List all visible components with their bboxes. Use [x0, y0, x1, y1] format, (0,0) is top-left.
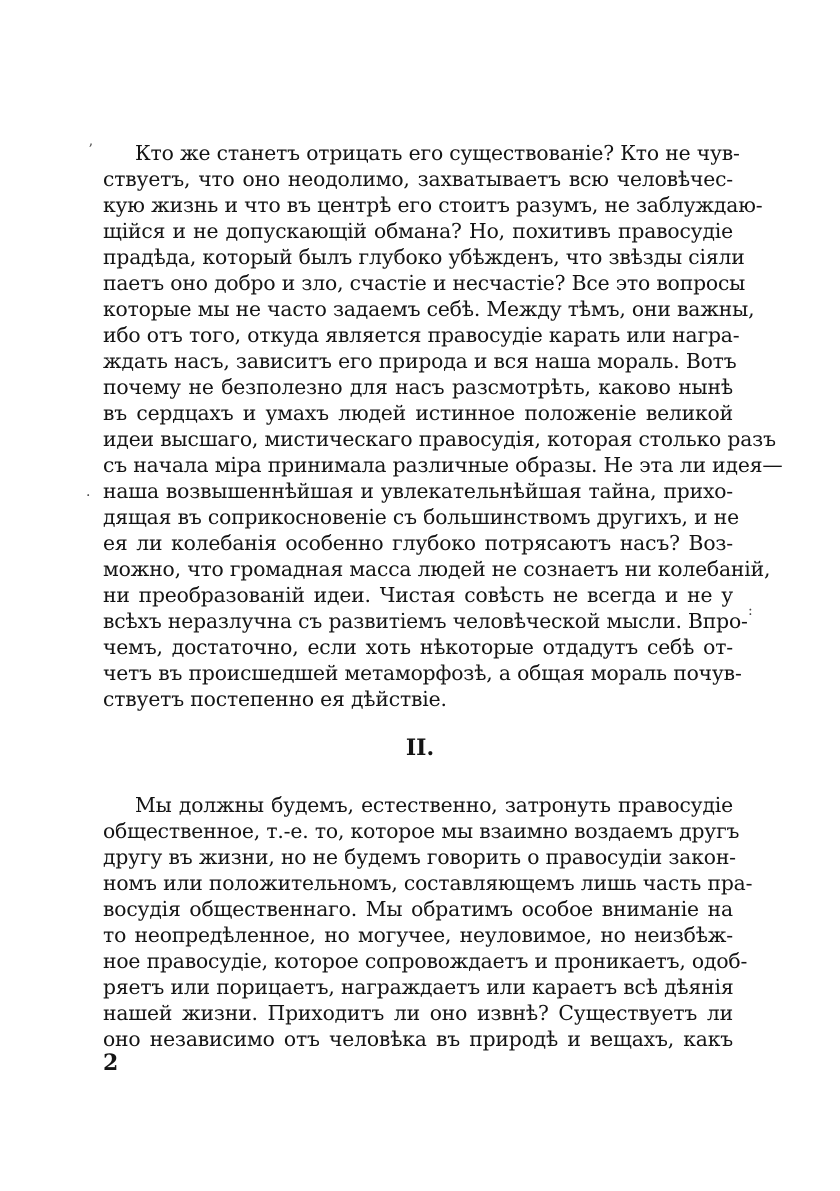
text-line: ное правосудіе, которое сопровождаетъ и проникаетъ, одоб-: [103, 949, 748, 973]
text-line: въ сердцахъ и умахъ людей истинное положеніе великой: [103, 401, 733, 425]
text-line: съ начала міра принимала различные образы. Не эта ли идея—: [103, 453, 783, 477]
text-line: ряетъ или порицаетъ, награждаетъ или караетъ всѣ дѣянія: [103, 975, 734, 999]
text-line: ствуетъ постепенно ея дѣйствіе.: [103, 687, 447, 711]
text-line: четъ въ происшедшей метаморфозѣ, а общая мораль почув-: [103, 661, 742, 685]
text-line: прадѣда, который былъ глубоко убѣжденъ, что звѣзды сіяли: [103, 245, 745, 269]
page-number: 2: [103, 1050, 119, 1076]
text-line: то неопредѣленное, но могучее, неуловимое, но неизбѣж-: [103, 923, 733, 947]
text-line: другу въ жизни, но не будемъ говорить о правосудіи закон-: [103, 845, 736, 869]
margin-mark: :: [748, 603, 753, 619]
text-line: ни преобразованій идеи. Чистая совѣсть не всегда и не у: [103, 583, 733, 607]
text-line: Кто же станетъ отрицать его существованіе? Кто не чув-: [135, 141, 740, 165]
text-line: оно независимо отъ человѣка въ природѣ и вещахъ, какъ: [103, 1027, 733, 1051]
text-line: наша возвышеннѣйшая и увлекательнѣйшая тайна, прихо-: [103, 479, 733, 503]
text-line: идеи высшаго, мистическаго правосудія, которая столько разъ: [103, 427, 776, 451]
text-line: ствуетъ, что оно неодолимо, захватываетъ всю человѣчес-: [103, 167, 733, 191]
text-line: почему не безполезно для насъ разсмотрѣть, каково нынѣ: [103, 375, 733, 399]
text-line: нашей жизни. Приходитъ ли оно извнѣ? Существуетъ ли: [103, 1001, 733, 1025]
text-line: чемъ, достаточно, если хоть нѣкоторые отдадутъ себѣ от-: [103, 635, 733, 659]
text-line: можно, что громадная масса людей не сознаетъ ни колебаній,: [103, 557, 771, 581]
text-line: общественное, т.-е. то, которое мы взаимно воздаемъ другъ: [103, 819, 740, 843]
text-line: которые мы не часто задаемъ себѣ. Между тѣмъ, они важны,: [103, 297, 755, 321]
text-line: ждать насъ, зависитъ его природа и вся наша мораль. Вотъ: [103, 349, 737, 373]
text-line: щійся и не допускающій обмана? Но, похитивъ правосудіе: [103, 219, 733, 243]
text-line: всѣхъ неразлучна съ развитіемъ человѣческой мысли. Впро-: [103, 609, 748, 633]
margin-mark: ·: [86, 488, 91, 504]
text-line: дящая въ соприкосновеніе съ большинствомъ другихъ, и не: [103, 505, 739, 529]
section-heading: II.: [405, 735, 435, 761]
text-line: номъ или положительномъ, составляющемъ лишь часть пра-: [103, 871, 753, 895]
margin-mark: ʼ: [88, 142, 93, 158]
text-line: ея ли колебанія особенно глубоко потрясаютъ насъ? Воз-: [103, 531, 733, 555]
text-line: восудія общественнаго. Мы обратимъ особое вниманіе на: [103, 897, 733, 921]
text-line: паетъ оно добро и зло, счастіе и несчастіе? Все это вопросы: [103, 271, 746, 295]
text-line: Мы должны будемъ, естественно, затронуть правосудіе: [135, 793, 733, 817]
text-line: кую жизнь и что въ центрѣ его стоитъ разумъ, не заблуждаю-: [103, 193, 763, 217]
text-line: ибо отъ того, откуда является правосудіе карать или награ-: [103, 323, 740, 347]
